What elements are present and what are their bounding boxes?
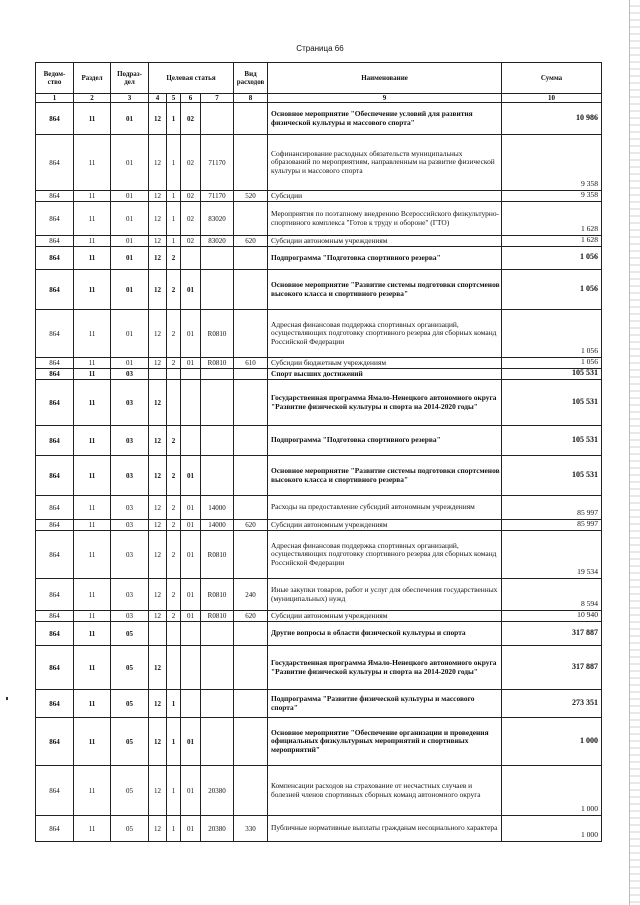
cell-razdel: 11 [74,690,111,718]
table-row [36,310,602,358]
cell-vid-rashodov [234,310,268,358]
cell-vedomstvo: 864 [36,520,74,531]
cell-naimenovanie: Компенсации расходов на страхование от несчастных случаев и болезней членов спортивных сборных команд автономного округа [268,766,502,816]
table-header-row [36,63,602,94]
cell-podrazdel: 03 [111,369,149,380]
cell-direction: 14000 [201,496,234,520]
header-vid-rashodov: Вид расходов [234,63,268,94]
cell-naimenovanie: Адресная финансовая поддержка спортивных организаций, осуществляющих подготовку спортивного резерва для сборных команд Российской Федерации [268,531,502,579]
cell-razdel: 11 [74,646,111,690]
cell-vid-rashodov: 620 [234,236,268,247]
column-number: 4 [149,94,167,103]
cell-direction [201,426,234,456]
cell-direction [201,247,234,270]
cell-razdel: 11 [74,426,111,456]
cell-direction: 71170 [201,191,234,202]
cell-summa: 8 594 [502,579,602,611]
cell-vedomstvo: 864 [36,103,74,135]
cell-vid-rashodov [234,380,268,426]
table-row [36,622,602,646]
cell-podrazdel: 01 [111,310,149,358]
cell-summa: 10 940 [502,611,602,622]
table-row [36,358,602,369]
cell-event: 01 [181,579,201,611]
budget-table [35,62,602,842]
cell-vedomstvo: 864 [36,247,74,270]
cell-subprogram: 2 [167,247,181,270]
cell-event: 01 [181,358,201,369]
cell-naimenovanie: Спорт высших достижений [268,369,502,380]
cell-vedomstvo: 864 [36,690,74,718]
cell-podrazdel: 01 [111,103,149,135]
cell-vedomstvo: 864 [36,380,74,426]
cell-vedomstvo: 864 [36,496,74,520]
cell-vedomstvo: 864 [36,270,74,310]
cell-event: 01 [181,611,201,622]
cell-vid-rashodov [234,103,268,135]
cell-naimenovanie: Софинансирование расходных обязательств муниципальных образований по мероприятиям, направленным на развитие физической культуры и массового спорта [268,135,502,191]
page-number: Страница 66 [296,44,344,53]
cell-naimenovanie: Государственная программа Ямало-Ненецкого автономного округа "Развитие физической культуры и спорта на 2014-2020 годы" [268,380,502,426]
cell-direction [201,369,234,380]
cell-vedomstvo: 864 [36,816,74,842]
cell-summa: 1 000 [502,718,602,766]
cell-program: 12 [149,646,167,690]
cell-subprogram: 2 [167,270,181,310]
cell-summa: 9 358 [502,191,602,202]
cell-program: 12 [149,103,167,135]
cell-summa: 19 534 [502,531,602,579]
cell-subprogram [167,646,181,690]
cell-summa: 317 887 [502,646,602,690]
header-podrazdel: Подраз-дел [111,63,149,94]
cell-vedomstvo: 864 [36,191,74,202]
cell-podrazdel: 03 [111,579,149,611]
cell-vedomstvo: 864 [36,622,74,646]
cell-vid-rashodov [234,690,268,718]
cell-summa: 1 056 [502,310,602,358]
cell-summa: 1 628 [502,236,602,247]
cell-vid-rashodov [234,718,268,766]
cell-vedomstvo: 864 [36,579,74,611]
cell-direction [201,718,234,766]
cell-subprogram: 1 [167,103,181,135]
cell-event: 01 [181,310,201,358]
cell-summa: 105 531 [502,456,602,496]
cell-podrazdel: 03 [111,380,149,426]
cell-summa: 1 000 [502,766,602,816]
cell-naimenovanie: Подпрограмма "Подготовка спортивного резерва" [268,426,502,456]
cell-event: 02 [181,202,201,236]
cell-vid-rashodov [234,270,268,310]
cell-razdel: 11 [74,496,111,520]
cell-event [181,690,201,718]
table-row [36,718,602,766]
cell-subprogram [167,369,181,380]
cell-razdel: 11 [74,358,111,369]
cell-podrazdel: 03 [111,496,149,520]
cell-razdel: 11 [74,579,111,611]
cell-program: 12 [149,310,167,358]
cell-podrazdel: 05 [111,718,149,766]
cell-program: 12 [149,766,167,816]
cell-naimenovanie: Адресная финансовая поддержка спортивных организаций, осуществляющих подготовку спортивного резерва для сборных команд Российской Федерации [268,310,502,358]
cell-event [181,646,201,690]
cell-event: 02 [181,135,201,191]
cell-direction: 14000 [201,520,234,531]
cell-podrazdel: 05 [111,690,149,718]
table-row [36,496,602,520]
cell-podrazdel: 03 [111,531,149,579]
table-row [36,369,602,380]
table-row [36,611,602,622]
cell-subprogram: 2 [167,358,181,369]
cell-event: 01 [181,270,201,310]
cell-program: 12 [149,202,167,236]
cell-vid-rashodov: 610 [234,358,268,369]
cell-summa: 10 986 [502,103,602,135]
cell-program: 12 [149,426,167,456]
header-celevaya-statya: Целевая статья [149,63,234,94]
table-row [36,380,602,426]
cell-event: 01 [181,718,201,766]
cell-vedomstvo: 864 [36,718,74,766]
cell-direction: 83020 [201,236,234,247]
cell-subprogram: 2 [167,520,181,531]
header-summa: Сумма [502,63,602,94]
cell-subprogram: 2 [167,611,181,622]
cell-event [181,380,201,426]
cell-naimenovanie: Иные закупки товаров, работ и услуг для обеспечения государственных (муниципальных) нужд [268,579,502,611]
cell-naimenovanie: Основное мероприятие "Развитие системы подготовки спортсменов высокого класса и спортивного резерва" [268,270,502,310]
cell-program: 12 [149,380,167,426]
cell-program: 12 [149,358,167,369]
cell-podrazdel: 01 [111,202,149,236]
scan-edge [629,0,640,905]
cell-direction [201,646,234,690]
cell-naimenovanie: Публичные нормативные выплаты гражданам несоциального характера [268,816,502,842]
cell-direction: 83020 [201,202,234,236]
cell-direction: 20380 [201,766,234,816]
cell-subprogram: 2 [167,579,181,611]
table-body [36,103,602,842]
cell-event [181,426,201,456]
cell-vedomstvo: 864 [36,358,74,369]
cell-vid-rashodov: 620 [234,520,268,531]
cell-naimenovanie: Субсидии автономным учреждениям [268,520,502,531]
cell-program: 12 [149,531,167,579]
cell-summa: 1 628 [502,202,602,236]
cell-event: 02 [181,191,201,202]
cell-direction [201,456,234,496]
cell-podrazdel: 01 [111,135,149,191]
column-number: 6 [181,94,201,103]
table-row [36,247,602,270]
cell-podrazdel: 03 [111,611,149,622]
cell-direction: R0810 [201,579,234,611]
cell-vid-rashodov [234,622,268,646]
cell-razdel: 11 [74,622,111,646]
cell-direction [201,380,234,426]
table-row [36,816,602,842]
cell-podrazdel: 05 [111,646,149,690]
cell-program: 12 [149,270,167,310]
cell-naimenovanie: Основное мероприятие "Обеспечение условий для развития физической культуры и массового спорта" [268,103,502,135]
cell-event: 02 [181,236,201,247]
cell-vedomstvo: 864 [36,135,74,191]
cell-razdel: 11 [74,520,111,531]
cell-event: 01 [181,816,201,842]
cell-vid-rashodov [234,531,268,579]
table-row [36,520,602,531]
table-row [36,646,602,690]
cell-razdel: 11 [74,270,111,310]
cell-podrazdel: 05 [111,766,149,816]
cell-vid-rashodov [234,426,268,456]
cell-vid-rashodov [234,766,268,816]
cell-program [149,369,167,380]
cell-summa: 273 351 [502,690,602,718]
cell-naimenovanie: Субсидии бюджетным учреждениям [268,358,502,369]
cell-vedomstvo: 864 [36,456,74,496]
cell-direction: R0810 [201,310,234,358]
table-row [36,191,602,202]
cell-summa: 105 531 [502,380,602,426]
cell-vid-rashodov [234,496,268,520]
cell-vid-rashodov: 330 [234,816,268,842]
cell-direction: 71170 [201,135,234,191]
cell-podrazdel: 03 [111,426,149,456]
cell-subprogram: 1 [167,816,181,842]
cell-subprogram: 1 [167,690,181,718]
cell-subprogram: 1 [167,202,181,236]
table-row [36,202,602,236]
cell-vid-rashodov [234,646,268,690]
cell-event [181,369,201,380]
cell-subprogram: 1 [167,766,181,816]
cell-vedomstvo: 864 [36,310,74,358]
cell-vid-rashodov: 620 [234,611,268,622]
column-number: 9 [268,94,502,103]
cell-razdel: 11 [74,310,111,358]
cell-vid-rashodov [234,135,268,191]
cell-subprogram [167,380,181,426]
cell-naimenovanie: Субсидии [268,191,502,202]
cell-subprogram: 1 [167,236,181,247]
column-number: 7 [201,94,234,103]
cell-summa: 1 056 [502,247,602,270]
header-razdel: Раздел [74,63,111,94]
cell-direction [201,622,234,646]
cell-razdel: 11 [74,766,111,816]
column-number: 2 [74,94,111,103]
cell-direction: 20380 [201,816,234,842]
table-row [36,766,602,816]
cell-summa: 105 531 [502,426,602,456]
column-number: 10 [502,94,602,103]
cell-summa: 1 000 [502,816,602,842]
cell-naimenovanie: Основное мероприятие "Развитие системы подготовки спортсменов высокого класса и спортивного резерва" [268,456,502,496]
cell-summa: 1 056 [502,358,602,369]
cell-vid-rashodov [234,247,268,270]
scan-speck [6,697,8,700]
cell-program: 12 [149,191,167,202]
cell-naimenovanie: Государственная программа Ямало-Ненецкого автономного округа "Развитие физической культуры и спорта на 2014-2020 годы" [268,646,502,690]
cell-razdel: 11 [74,135,111,191]
cell-summa: 9 358 [502,135,602,191]
cell-program: 12 [149,816,167,842]
cell-vedomstvo: 864 [36,766,74,816]
table-row [36,103,602,135]
cell-podrazdel: 01 [111,247,149,270]
table-row [36,426,602,456]
cell-razdel: 11 [74,816,111,842]
cell-program: 12 [149,456,167,496]
table-row [36,579,602,611]
cell-podrazdel: 01 [111,236,149,247]
cell-program: 12 [149,579,167,611]
cell-naimenovanie: Подпрограмма "Развитие физической культуры и массового спорта" [268,690,502,718]
cell-podrazdel: 05 [111,816,149,842]
cell-subprogram: 2 [167,426,181,456]
cell-program [149,622,167,646]
cell-vid-rashodov [234,202,268,236]
cell-vid-rashodov: 240 [234,579,268,611]
cell-naimenovanie: Расходы на предоставление субсидий автономным учреждениям [268,496,502,520]
cell-program: 12 [149,135,167,191]
cell-direction: R0810 [201,611,234,622]
cell-subprogram: 1 [167,718,181,766]
cell-podrazdel: 01 [111,270,149,310]
cell-vedomstvo: 864 [36,236,74,247]
cell-podrazdel: 05 [111,622,149,646]
cell-naimenovanie: Субсидии автономным учреждениям [268,611,502,622]
cell-razdel: 11 [74,369,111,380]
cell-razdel: 11 [74,380,111,426]
cell-vedomstvo: 864 [36,611,74,622]
cell-summa: 317 887 [502,622,602,646]
cell-subprogram: 1 [167,135,181,191]
cell-subprogram: 2 [167,531,181,579]
cell-summa: 1 056 [502,270,602,310]
cell-direction [201,690,234,718]
column-number: 3 [111,94,149,103]
cell-summa: 105 531 [502,369,602,380]
cell-direction: R0810 [201,531,234,579]
cell-event [181,247,201,270]
cell-subprogram: 2 [167,456,181,496]
cell-razdel: 11 [74,531,111,579]
cell-summa: 85 997 [502,496,602,520]
cell-vedomstvo: 864 [36,426,74,456]
cell-naimenovanie: Основное мероприятие "Обеспечение организации и проведения официальных физкультурных мероприятий и спортивных мероприятий" [268,718,502,766]
cell-podrazdel: 03 [111,456,149,496]
cell-subprogram: 2 [167,496,181,520]
table-row [36,270,602,310]
table-row [36,531,602,579]
cell-program: 12 [149,496,167,520]
cell-event: 01 [181,766,201,816]
cell-program: 12 [149,236,167,247]
cell-naimenovanie: Субсидии автономным учреждениям [268,236,502,247]
cell-podrazdel: 01 [111,358,149,369]
cell-program: 12 [149,247,167,270]
cell-vedomstvo: 864 [36,202,74,236]
cell-vedomstvo: 864 [36,646,74,690]
cell-event [181,622,201,646]
cell-event: 02 [181,103,201,135]
cell-event: 01 [181,520,201,531]
cell-razdel: 11 [74,103,111,135]
cell-direction [201,270,234,310]
cell-vid-rashodov [234,369,268,380]
column-number-row [36,94,602,103]
cell-direction: R0810 [201,358,234,369]
cell-program: 12 [149,611,167,622]
cell-razdel: 11 [74,718,111,766]
cell-vid-rashodov [234,456,268,496]
header-vedomstvo: Ведом-ство [36,63,74,94]
table-row [36,135,602,191]
cell-direction [201,103,234,135]
cell-vedomstvo: 864 [36,531,74,579]
cell-razdel: 11 [74,191,111,202]
cell-subprogram [167,622,181,646]
cell-summa: 85 997 [502,520,602,531]
cell-naimenovanie: Мероприятия по поэтапному внедрению Всероссийского физкультурно-спортивного комплекса "Готов к труду и обороне" (ГТО) [268,202,502,236]
header-naimenovanie: Наименование [268,63,502,94]
cell-event: 01 [181,456,201,496]
cell-razdel: 11 [74,202,111,236]
cell-program: 12 [149,690,167,718]
cell-razdel: 11 [74,456,111,496]
cell-vedomstvo: 864 [36,369,74,380]
table-row [36,236,602,247]
table-row [36,456,602,496]
table-row [36,690,602,718]
cell-subprogram: 1 [167,191,181,202]
cell-podrazdel: 03 [111,520,149,531]
cell-subprogram: 2 [167,310,181,358]
cell-event: 01 [181,531,201,579]
cell-razdel: 11 [74,247,111,270]
cell-razdel: 11 [74,236,111,247]
column-number: 5 [167,94,181,103]
column-number: 8 [234,94,268,103]
cell-vid-rashodov: 520 [234,191,268,202]
cell-naimenovanie: Подпрограмма "Подготовка спортивного резерва" [268,247,502,270]
cell-naimenovanie: Другие вопросы в области физической культуры и спорта [268,622,502,646]
column-number: 1 [36,94,74,103]
cell-podrazdel: 01 [111,191,149,202]
cell-event: 01 [181,496,201,520]
cell-razdel: 11 [74,611,111,622]
cell-program: 12 [149,718,167,766]
cell-program: 12 [149,520,167,531]
